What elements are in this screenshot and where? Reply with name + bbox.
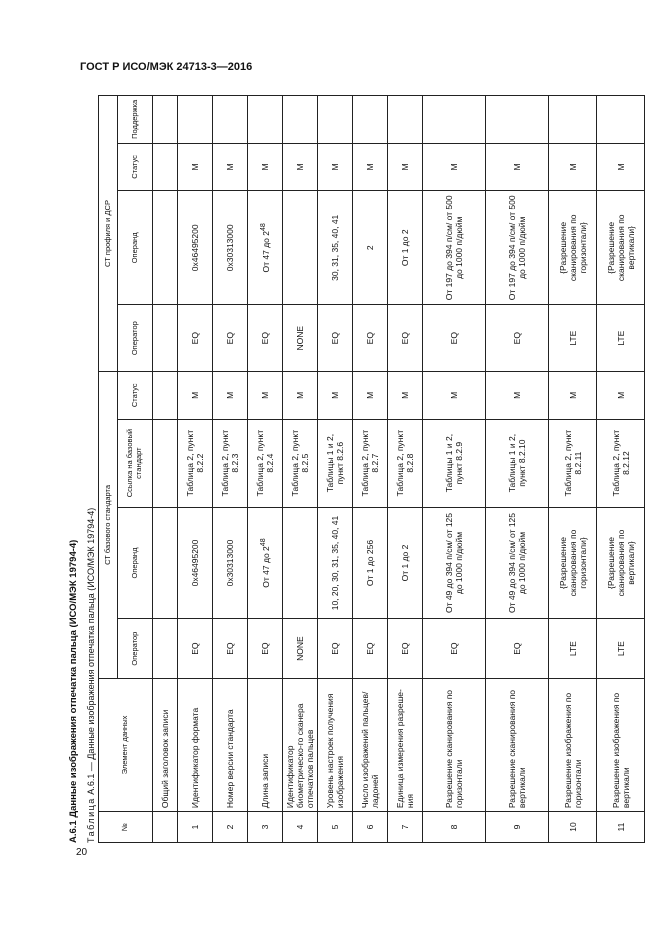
cell-profile-operator: EQ xyxy=(248,305,283,372)
table-row xyxy=(318,96,353,843)
cell-support xyxy=(178,96,213,144)
cell-profile-operator: EQ xyxy=(178,305,213,372)
cell-profile-operator: LTE xyxy=(549,305,597,372)
group-profile: СТ профиля и ДСР xyxy=(99,96,118,372)
cell-profile-operator: EQ xyxy=(486,305,549,372)
cell-profile-operand: 0x30313000 xyxy=(213,191,248,305)
profile-operand-superscript: 48 xyxy=(259,223,268,232)
cell-profile-operator: EQ xyxy=(423,305,486,372)
cell-operand xyxy=(248,507,283,619)
cell-support xyxy=(318,96,353,144)
page-number: 20 xyxy=(76,847,88,858)
table-row xyxy=(248,96,283,843)
col-profile-operator: Оператор xyxy=(118,305,153,372)
cell-num: 9 xyxy=(486,812,549,843)
cell-profile-operator: EQ xyxy=(353,305,388,372)
cell-reference: Таблица 2, пункт 8.2.5 xyxy=(283,419,318,507)
cell-profile-status: M xyxy=(486,143,549,191)
cell-profile-operand: {Разрешение сканирования по горизонтали} xyxy=(549,191,597,305)
cell-profile-operator: EQ xyxy=(318,305,353,372)
cell-profile-status: M xyxy=(353,143,388,191)
table-row xyxy=(353,96,388,843)
cell-reference: Таблица 2, пункт 8.2.4 xyxy=(248,419,283,507)
section-heading: A.6.1 Данные изображения отпечатка пальца (ИСО/МЭК 19794-4) xyxy=(68,539,79,843)
cell-support xyxy=(353,96,388,144)
cell-operator: EQ xyxy=(213,619,248,678)
cell-status: M xyxy=(549,371,597,419)
cell-num: 8 xyxy=(423,812,486,843)
cell-element: Номер версии стандарта xyxy=(213,678,248,811)
cell-reference: Таблица 2, пункт 8.2.7 xyxy=(353,419,388,507)
col-num: № xyxy=(99,812,153,843)
cell-profile-operand xyxy=(248,191,283,305)
cell-profile-operator: EQ xyxy=(388,305,423,372)
cell-support xyxy=(423,96,486,144)
cell-profile-status: M xyxy=(597,143,645,191)
cell-num: 4 xyxy=(283,812,318,843)
cell-support xyxy=(549,96,597,144)
cell-element: Разрешение сканирования по горизонтали xyxy=(423,678,486,811)
table-row xyxy=(213,96,248,843)
cell-num: 2 xyxy=(213,812,248,843)
cell-operator: LTE xyxy=(549,619,597,678)
col-operand: Операнд xyxy=(118,507,153,619)
cell-status: M xyxy=(423,371,486,419)
cell-profile-status: M xyxy=(283,143,318,191)
cell-support xyxy=(283,96,318,144)
table-row xyxy=(597,96,645,843)
cell-reference: Таблица 2, пункт 8.2.8 xyxy=(388,419,423,507)
cell-operand xyxy=(283,507,318,619)
cell-operator: EQ xyxy=(486,619,549,678)
cell-support xyxy=(248,96,283,144)
cell-profile-status: M xyxy=(213,143,248,191)
cell-profile-operator: LTE xyxy=(597,305,645,372)
cell-operand: От 49 до 394 п/см/ от 125 до 1000 п/дюйм xyxy=(423,507,486,619)
cell-operand: 0x46495200 xyxy=(178,507,213,619)
cell-element: Число изображений пальцев/ладоней xyxy=(353,678,388,811)
col-support: Поддержка xyxy=(118,96,153,144)
cell-operator: NONE xyxy=(283,619,318,678)
cell-operator: EQ xyxy=(388,619,423,678)
cell-profile-operand: 30, 31, 35, 40, 41 xyxy=(318,191,353,305)
cell-status: M xyxy=(353,371,388,419)
subheader-label: Общий заголовок записи xyxy=(153,678,178,811)
cell-operand: 0x30313000 xyxy=(213,507,248,619)
cell-profile-operand: От 197 до 394 п/см/ от 500 до 1000 п/дюйм xyxy=(486,191,549,305)
col-profile-status: Статус xyxy=(118,143,153,191)
cell-status: M xyxy=(283,371,318,419)
cell-reference: Таблицы 1 и 2, пункт 8.2.6 xyxy=(318,419,353,507)
cell-element: Разрешение изображения по горизонтали xyxy=(549,678,597,811)
col-profile-operand: Операнд xyxy=(118,191,153,305)
cell-profile-operator: NONE xyxy=(283,305,318,372)
cell-num: 5 xyxy=(318,812,353,843)
cell-profile-operator: EQ xyxy=(213,305,248,372)
table-row xyxy=(486,96,549,843)
cell-profile-status: M xyxy=(388,143,423,191)
col-status: Статус xyxy=(118,371,153,419)
cell-reference: Таблицы 1 и 2, пункт 8.2.9 xyxy=(423,419,486,507)
cell-element: Разрешение изображения по вертикали xyxy=(597,678,645,811)
cell-profile-status: M xyxy=(318,143,353,191)
page-header: ГОСТ Р ИСО/МЭК 24713-3—2016 xyxy=(80,61,253,73)
group-base-standard: СТ базового стандарта xyxy=(99,371,118,678)
cell-element: Идентификатор формата xyxy=(178,678,213,811)
caption-text: A.6.1 — Данные изображения отпечатка пальца (ИСО/МЭК 19794-4) xyxy=(86,507,96,795)
cell-operator: EQ xyxy=(248,619,283,678)
cell-profile-operand: {Разрешение сканирования по вертикали} xyxy=(597,191,645,305)
cell-operand: От 49 до 394 п/см/ от 125 до 1000 п/дюйм xyxy=(486,507,549,619)
cell-element: Единица измерения разреше-ния xyxy=(388,678,423,811)
cell-operator: EQ xyxy=(178,619,213,678)
cell-status: M xyxy=(178,371,213,419)
caption-label: Таблица xyxy=(86,797,96,843)
cell-operand: От 1 до 256 xyxy=(353,507,388,619)
cell-operand: {Разрешение сканирования по горизонтали} xyxy=(549,507,597,619)
data-table xyxy=(98,95,645,843)
cell-profile-operand: От 1 до 2 xyxy=(388,191,423,305)
cell-profile-operand xyxy=(283,191,318,305)
table-caption xyxy=(86,508,96,843)
cell-status: M xyxy=(597,371,645,419)
cell-operator: EQ xyxy=(353,619,388,678)
col-operator: Оператор xyxy=(118,619,153,678)
cell-reference: Таблица 2, пункт 8.2.11 xyxy=(549,419,597,507)
profile-operand-text: От 47 до 2 xyxy=(260,231,271,273)
col-reference: Ссылка на базовый стандарт xyxy=(118,419,153,507)
cell-profile-status: M xyxy=(549,143,597,191)
rotated-table-area xyxy=(28,73,636,843)
table-row xyxy=(549,96,597,843)
cell-reference: Таблица 2, пункт 8.2.2 xyxy=(178,419,213,507)
table-row xyxy=(178,96,213,843)
col-element: Элемент данных xyxy=(99,678,153,811)
cell-profile-status: M xyxy=(248,143,283,191)
table-row xyxy=(388,96,423,843)
cell-status: M xyxy=(486,371,549,419)
cell-num: 3 xyxy=(248,812,283,843)
cell-operand: От 1 до 2 xyxy=(388,507,423,619)
cell-num: 1 xyxy=(178,812,213,843)
cell-support xyxy=(388,96,423,144)
cell-profile-status: M xyxy=(178,143,213,191)
cell-status: M xyxy=(213,371,248,419)
cell-reference: Таблицы 1 и 2, пункт 8.2.10 xyxy=(486,419,549,507)
cell-num: 7 xyxy=(388,812,423,843)
cell-profile-status: M xyxy=(423,143,486,191)
cell-support xyxy=(213,96,248,144)
cell-status: M xyxy=(318,371,353,419)
cell-status: M xyxy=(248,371,283,419)
cell-profile-operand: От 197 до 394 п/см/ от 500 до 1000 п/дюйм xyxy=(423,191,486,305)
cell-operand: {Разрешение сканирования по вертикали} xyxy=(597,507,645,619)
cell-status: M xyxy=(388,371,423,419)
cell-support xyxy=(486,96,549,144)
operand-text: От 47 до 2 xyxy=(260,546,271,588)
cell-element: Длина записи xyxy=(248,678,283,811)
cell-num: 10 xyxy=(549,812,597,843)
cell-num: 6 xyxy=(353,812,388,843)
cell-reference: Таблица 2, пункт 8.2.3 xyxy=(213,419,248,507)
cell-operator: EQ xyxy=(318,619,353,678)
cell-num: 11 xyxy=(597,812,645,843)
cell-reference: Таблица 2, пункт 8.2.12 xyxy=(597,419,645,507)
cell-element: Идентификатор биометрическо-го сканера отпечатков пальцев xyxy=(283,678,318,811)
cell-profile-operand: 2 xyxy=(353,191,388,305)
cell-support xyxy=(597,96,645,144)
cell-element: Уровень настроек получения изображения xyxy=(318,678,353,811)
cell-operand: 10, 20, 30, 31, 35, 40, 41 xyxy=(318,507,353,619)
table-row xyxy=(423,96,486,843)
operand-superscript: 48 xyxy=(259,538,268,547)
table-subheader-row xyxy=(153,96,178,843)
cell-operator: EQ xyxy=(423,619,486,678)
cell-operator: LTE xyxy=(597,619,645,678)
table-row xyxy=(283,96,318,843)
cell-element: Разрешение сканирования по вертикали xyxy=(486,678,549,811)
cell-profile-operand: 0x46495200 xyxy=(178,191,213,305)
